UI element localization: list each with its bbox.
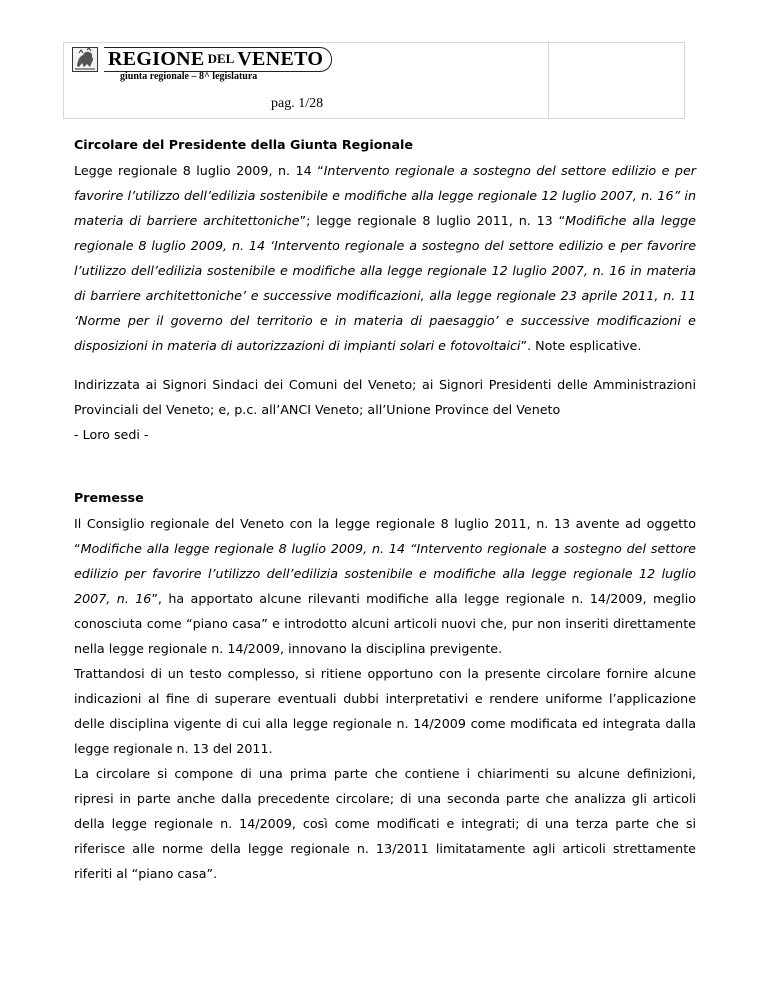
logo-wordmark: [104, 47, 332, 72]
addressed-paragraph: Indirizzata ai Signori Sindaci dei Comuni del Veneto; ai Signori Presidenti delle Amministrazioni Provinciali del Veneto; e, p.c. all’ANCI Veneto; all’Unione Province del Veneto: [74, 377, 696, 417]
document-title: Circolare del Presidente della Giunta Regionale: [74, 137, 413, 152]
header-divider: [548, 43, 549, 118]
letterhead-subtitle: giunta regionale – 8^ legislatura: [120, 71, 258, 82]
premesse-paragraph-1: [74, 511, 696, 661]
loro-sedi-line: - Loro sedi -: [74, 427, 149, 442]
intro-text-3: ”. Note esplicative.: [520, 338, 642, 353]
intro-text-2: ”; legge regionale 8 luglio 2011, n. 13 “: [299, 213, 566, 228]
page-number: pag. 1/28: [271, 96, 324, 111]
premesse-text-2: ”, ha apportato alcune rilevanti modifiche alla legge regionale n. 14/2009, meglio conosciuta come “piano casa” e introdotto alcuni articoli nuovi che, pur non inseriti direttamente nella legge regionale n. 14/2009, innovano la disciplina previgente.: [74, 591, 696, 656]
premesse-paragraph-3: La circolare si compone di una prima parte che contiene i chiarimenti su alcune definizioni, ripresi in parte anche dalla precedente circolare; di una seconda parte che analizza gli articoli della legge regionale n. 14/2009, così come modificati e integrati; di una terza parte che si riferisce alle norme della legge regionale n. 13/2011 limitatamente agli articoli strettamente riferiti al “piano casa”.: [74, 766, 696, 881]
region-logo: [72, 46, 332, 72]
letterhead-box: [63, 42, 685, 119]
logo-word-del: DEL: [207, 51, 235, 66]
premesse-paragraph-2: Trattandosi di un testo complesso, si ritiene opportuno con la presente circolare fornire alcune indicazioni al fine di superare eventuali dubbi interpretativi e rendere uniforme l’applicazione delle disciplina vigente di cui alla legge regionale n. 14/2009 come modificata ed integrata dalla legge regionale n. 13 del 2011.: [74, 666, 696, 756]
logo-word-veneto: VENETO: [237, 47, 324, 70]
intro-italic-1: Intervento regionale a sostegno del settore edilizio e per favorire l’utilizzo dell’edilizia sostenibile e modifiche alla legge regionale 12 luglio 2007, n. 16” in materia di barriere architettoniche: [74, 163, 696, 228]
lion-crest-icon: [72, 47, 98, 72]
intro-text-1: Legge regionale 8 luglio 2009, n. 14 “: [74, 163, 324, 178]
premesse-heading: Premesse: [74, 490, 144, 505]
intro-italic-2: Modifiche alla legge regionale 8 luglio 2009, n. 14 ‘Intervento regionale a sostegno del settore edilizio e per favorire l’utilizzo dell’edilizia sostenibile e modifiche alla legge regionale 12 luglio 2007, n. 16 in materia di barriere architettoniche’ e successive modificazioni, alla legge regionale 23 aprile 2011, n. 11 ‘Norme per il governo del territorio e in materia di paesaggio’ e successive modificazioni e disposizioni in materia di autorizzazioni di impianti solari e fotovoltaici: [74, 213, 696, 353]
premesse-italic-1: Modifiche alla legge regionale 8 luglio 2009, n. 14 “Intervento regionale a sostegno del settore edilizio per favorire l’utilizzo dell’edilizia sostenibile e modifiche alla legge regionale 12 luglio 2007, n. 16: [74, 541, 696, 606]
premesse-text-1: Il Consiglio regionale del Veneto con la legge regionale 8 luglio 2011, n. 13 avente ad oggetto “: [74, 516, 696, 556]
spacer: [74, 358, 696, 372]
intro-paragraph: [74, 158, 696, 358]
spacer: [74, 447, 696, 488]
logo-word-regione: REGIONE: [108, 47, 205, 70]
document-body: [74, 135, 696, 886]
